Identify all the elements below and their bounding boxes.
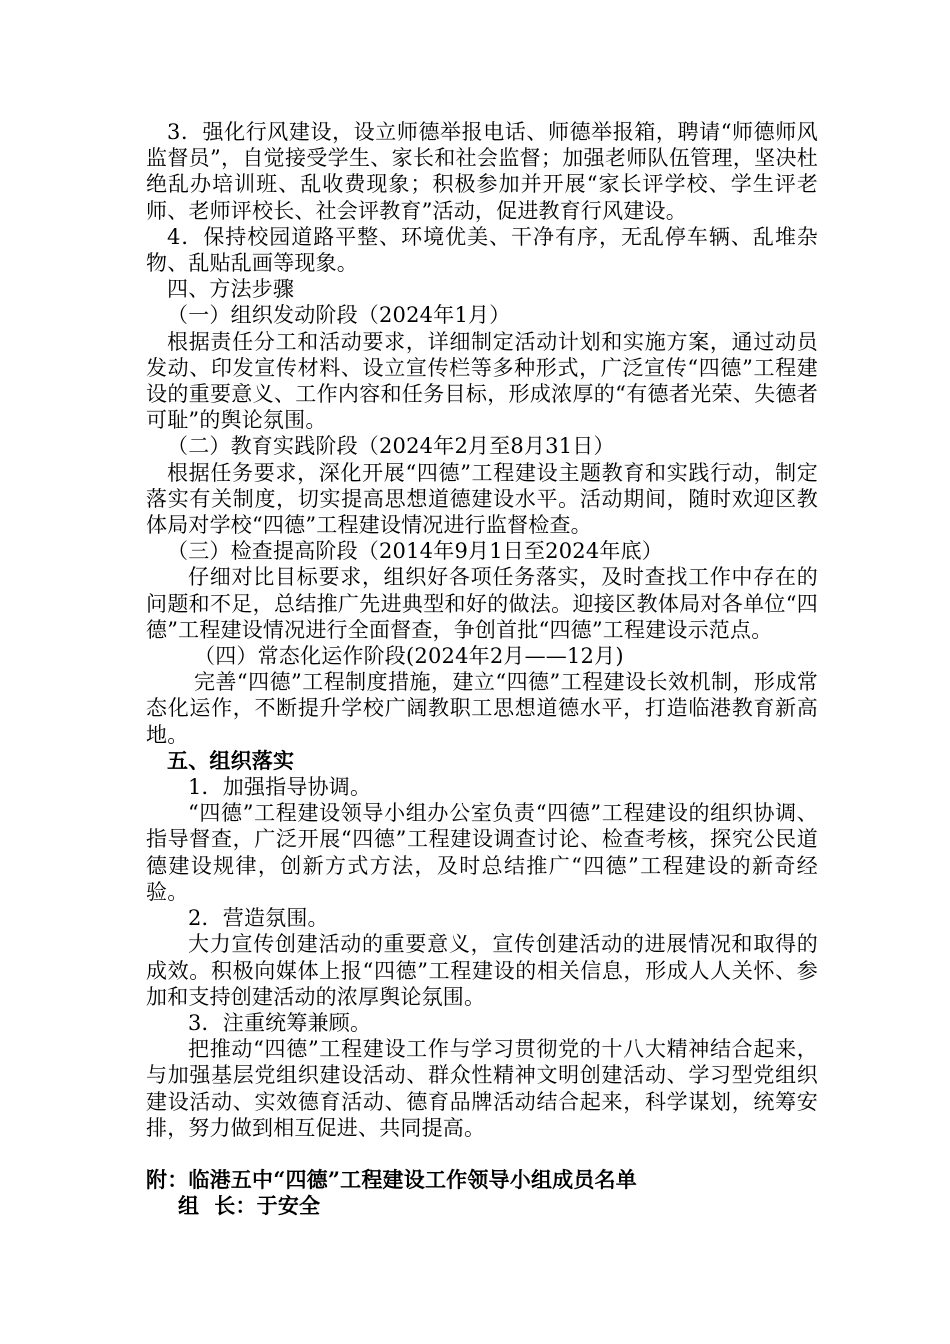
paragraph-guidance: “四德”工程建设领导小组办公室负责“四德”工程建设的组织协调、指导督查，广泛开展“四德”工程建设调查讨论、检查考核，探究公民道德建设规律，创新方式方法，及时总结推广“四德”工程建设的新奇经验。: [146, 801, 818, 904]
subheading-guidance: 1．加强指导协调。: [188, 775, 372, 800]
appendix-leader-line: 组 长：于安全: [178, 1193, 321, 1219]
paragraph-atmosphere: 大力宣传创建活动的重要意义，宣传创建活动的进展情况和取得的成效。积极向媒体上报“四德”工程建设的相关信息，形成人人关怀、参加和支持创建活动的浓厚舆论氛围。: [146, 932, 818, 1009]
subheading-coordination: 3．注重统筹兼顾。: [188, 1010, 372, 1035]
section-heading-5: 五、组织落实: [167, 747, 295, 773]
subheading-stage-2: （二）教育实践阶段（2024年2月至8月31日）: [167, 434, 615, 459]
paragraph-spacer: [146, 1141, 818, 1167]
paragraph-stage-4: 完善“四德”工程制度措施，建立“四德”工程建设长效机制，形成常态化运作，不断提升学校广阔教职工思想道德水平，打造临港教育新高地。: [146, 670, 818, 747]
subheading-atmosphere: 2．营造氛围。: [188, 906, 329, 931]
document-body: [146, 119, 818, 1219]
paragraph-item-4: 4．保持校园道路平整、环境优美、干净有序，无乱停车辆、乱堆杂物、乱贴乱画等现象。: [146, 224, 818, 276]
paragraph-coordination: 把推动“四德”工程建设工作与学习贯彻党的十八大精神结合起来，与加强基层党组织建设活动、群众性精神文明创建活动、学习型党组织建设活动、实效德育活动、德育品牌活动结合起来，科学谋划，统筹安排，努力做到相互促进、共同提高。: [146, 1037, 818, 1140]
section-heading-4: 四、方法步骤: [167, 277, 295, 302]
paragraph-item-3: 3．强化行风建设，设立师德举报电话、师德举报箱，聘请“师德师风监督员”，自觉接受学生、家长和社会监督；加强老师队伍管理，坚决杜绝乱办培训班、乱收费现象；积极参加并开展“家长评学校、学生评老师、老师评校长、社会评教育”活动，促进教育行风建设。: [146, 120, 818, 223]
paragraph-stage-3: 仔细对比目标要求，组织好各项任务落实，及时查找工作中存在的问题和不足，总结推广先进典型和好的做法。迎接区教体局对各单位“四德”工程建设情况进行全面督查，争创首批“四德”工程建设示范点。: [146, 565, 818, 642]
paragraph-stage-1: 根据责任分工和活动要求，详细制定活动计划和实施方案，通过动员发动、印发宣传材料、设立宣传栏等多种形式，广泛宣传“四德”工程建设的重要意义、工作内容和任务目标，形成浓厚的“有德者光荣、失德者可耻”的舆论氛围。: [146, 329, 818, 433]
appendix-title: 附：临港五中“四德”工程建设工作领导小组成员名单: [146, 1166, 637, 1192]
subheading-stage-4: （四）常态化运作阶段(2024年2月——12月): [194, 644, 624, 669]
paragraph-stage-2: 根据任务要求，深化开展“四德”工程建设主题教育和实践行动，制定落实有关制度，切实提高思想道德建设水平。活动期间，随时欢迎区教体局对学校“四德”工程建设情况进行监督检查。: [146, 460, 818, 538]
subheading-stage-1: （一）组织发动阶段（2024年1月）: [167, 303, 511, 328]
subheading-stage-3: （三）检查提高阶段（2014年9月1日至2024年底）: [167, 539, 664, 564]
